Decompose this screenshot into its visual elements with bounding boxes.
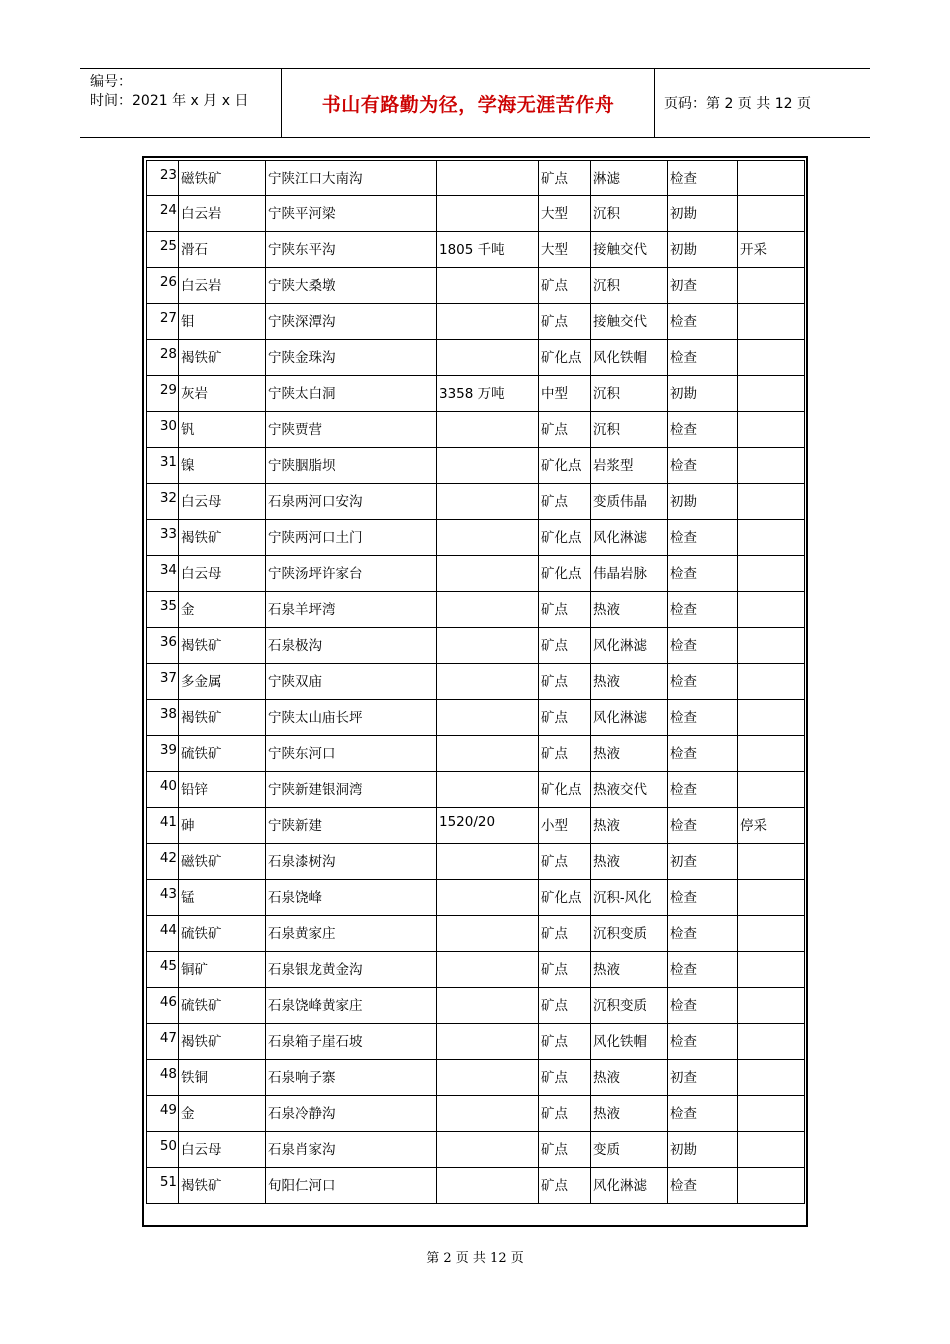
mining-status-cell — [738, 736, 805, 772]
deposit-scale-cell: 矿化点 — [539, 556, 591, 592]
page-footer: 第 2 页 共 12 页 — [426, 1251, 524, 1266]
genesis-type-cell: 淋滤 — [591, 160, 668, 196]
reserve-amount-cell — [437, 196, 539, 232]
mining-status-cell — [738, 268, 805, 304]
deposit-scale-cell: 矿点 — [539, 916, 591, 952]
table-row — [146, 844, 805, 880]
reserve-amount-cell — [437, 1132, 539, 1168]
row-number-cell: 32 — [146, 484, 179, 520]
location-cell: 宁陕江口大南沟 — [266, 160, 437, 196]
row-number-cell: 29 — [146, 376, 179, 412]
work-degree-cell: 检查 — [668, 700, 738, 736]
work-degree-cell: 检查 — [668, 160, 738, 196]
table-row — [146, 988, 805, 1024]
mineral-name-cell: 灰岩 — [179, 376, 266, 412]
work-degree-cell: 检查 — [668, 592, 738, 628]
work-degree-cell: 检查 — [668, 1168, 738, 1204]
table-row — [146, 556, 805, 592]
mineral-name-cell: 褐铁矿 — [179, 1024, 266, 1060]
mining-status-cell — [738, 376, 805, 412]
row-number-cell: 35 — [146, 592, 179, 628]
page-info: 页码：第 2 页 共 12 页 — [664, 96, 811, 112]
mining-status-cell — [738, 412, 805, 448]
reserve-amount-cell: 3358 万吨 — [437, 376, 539, 412]
row-number-cell: 31 — [146, 448, 179, 484]
mining-status-cell — [738, 1060, 805, 1096]
reserve-amount-cell — [437, 304, 539, 340]
reserve-amount-cell — [437, 988, 539, 1024]
genesis-type-cell: 热液 — [591, 736, 668, 772]
work-degree-cell: 初查 — [668, 844, 738, 880]
table-row — [146, 484, 805, 520]
mining-status-cell — [738, 700, 805, 736]
mineral-name-cell: 铜矿 — [179, 952, 266, 988]
row-number-cell: 44 — [146, 916, 179, 952]
reserve-amount-cell — [437, 268, 539, 304]
header-page-cell — [655, 69, 870, 137]
deposit-scale-cell: 矿化点 — [539, 880, 591, 916]
row-number-cell: 43 — [146, 880, 179, 916]
genesis-type-cell: 风化淋滤 — [591, 520, 668, 556]
row-number-cell: 37 — [146, 664, 179, 700]
genesis-type-cell: 热液 — [591, 952, 668, 988]
location-cell: 石泉两河口安沟 — [266, 484, 437, 520]
location-cell: 宁陕贾营 — [266, 412, 437, 448]
mining-status-cell — [738, 1132, 805, 1168]
row-number-cell: 24 — [146, 196, 179, 232]
mining-status-cell — [738, 880, 805, 916]
reserve-amount-cell — [437, 520, 539, 556]
mining-status-cell: 开采 — [738, 232, 805, 268]
mineral-name-cell: 金 — [179, 592, 266, 628]
location-cell: 石泉银龙黄金沟 — [266, 952, 437, 988]
deposit-scale-cell: 矿点 — [539, 268, 591, 304]
table-row — [146, 916, 805, 952]
deposit-scale-cell: 矿点 — [539, 1168, 591, 1204]
deposit-scale-cell: 矿化点 — [539, 340, 591, 376]
reserve-amount-cell — [437, 664, 539, 700]
reserve-amount-cell — [437, 772, 539, 808]
table-row — [146, 1060, 805, 1096]
mining-status-cell — [738, 304, 805, 340]
location-cell: 石泉黄家庄 — [266, 916, 437, 952]
mineral-name-cell: 褐铁矿 — [179, 340, 266, 376]
reserve-amount-cell — [437, 448, 539, 484]
table-row — [146, 628, 805, 664]
work-degree-cell: 初查 — [668, 268, 738, 304]
reserve-amount-cell — [437, 556, 539, 592]
mineral-table-body — [146, 160, 805, 1204]
deposit-scale-cell: 中型 — [539, 376, 591, 412]
row-number-cell: 40 — [146, 772, 179, 808]
table-row — [146, 700, 805, 736]
mining-status-cell — [738, 448, 805, 484]
mining-status-cell: 停采 — [738, 808, 805, 844]
deposit-scale-cell: 矿点 — [539, 412, 591, 448]
deposit-scale-cell: 小型 — [539, 808, 591, 844]
mineral-name-cell: 褐铁矿 — [179, 700, 266, 736]
genesis-type-cell: 变质伟晶 — [591, 484, 668, 520]
deposit-scale-cell: 矿点 — [539, 988, 591, 1024]
location-cell: 石泉冷静沟 — [266, 1096, 437, 1132]
reserve-amount-cell — [437, 952, 539, 988]
reserve-amount-cell — [437, 1096, 539, 1132]
deposit-scale-cell: 矿点 — [539, 1096, 591, 1132]
genesis-type-cell: 热液 — [591, 844, 668, 880]
work-degree-cell: 检查 — [668, 448, 738, 484]
reserve-amount-cell — [437, 1168, 539, 1204]
mineral-name-cell: 钒 — [179, 412, 266, 448]
reserve-amount-cell — [437, 736, 539, 772]
genesis-type-cell: 风化淋滤 — [591, 700, 668, 736]
deposit-scale-cell: 矿点 — [539, 844, 591, 880]
work-degree-cell: 初勘 — [668, 1132, 738, 1168]
reserve-amount-cell — [437, 160, 539, 196]
work-degree-cell: 检查 — [668, 808, 738, 844]
mineral-name-cell: 白云岩 — [179, 196, 266, 232]
row-number-cell: 51 — [146, 1168, 179, 1204]
reserve-amount-cell — [437, 484, 539, 520]
deposit-scale-cell: 矿点 — [539, 664, 591, 700]
time-label: 时间：2021 年 x 月 x 日 — [90, 93, 249, 109]
row-number-cell: 50 — [146, 1132, 179, 1168]
location-cell: 宁陕新建 — [266, 808, 437, 844]
deposit-scale-cell: 矿点 — [539, 160, 591, 196]
genesis-type-cell: 沉积 — [591, 376, 668, 412]
location-cell: 宁陕胭脂坝 — [266, 448, 437, 484]
mineral-name-cell: 白云母 — [179, 556, 266, 592]
table-row — [146, 340, 805, 376]
work-degree-cell: 初勘 — [668, 232, 738, 268]
mining-status-cell — [738, 1096, 805, 1132]
deposit-scale-cell: 矿点 — [539, 952, 591, 988]
deposit-scale-cell: 矿点 — [539, 484, 591, 520]
location-cell: 宁陕大桑墩 — [266, 268, 437, 304]
mining-status-cell — [738, 1024, 805, 1060]
deposit-scale-cell: 矿点 — [539, 628, 591, 664]
location-cell: 石泉极沟 — [266, 628, 437, 664]
mineral-name-cell: 金 — [179, 1096, 266, 1132]
work-degree-cell: 检查 — [668, 988, 738, 1024]
work-degree-cell: 检查 — [668, 952, 738, 988]
mineral-name-cell: 铁铜 — [179, 1060, 266, 1096]
row-number-cell: 23 — [146, 160, 179, 196]
genesis-type-cell: 热液交代 — [591, 772, 668, 808]
mineral-name-cell: 钼 — [179, 304, 266, 340]
location-cell: 石泉漆树沟 — [266, 844, 437, 880]
mineral-name-cell: 硫铁矿 — [179, 736, 266, 772]
table-row — [146, 880, 805, 916]
table-row — [146, 160, 805, 196]
mineral-table — [146, 160, 805, 1204]
work-degree-cell: 检查 — [668, 772, 738, 808]
genesis-type-cell: 热液 — [591, 1096, 668, 1132]
location-cell: 石泉羊坪湾 — [266, 592, 437, 628]
work-degree-cell: 检查 — [668, 556, 738, 592]
work-degree-cell: 初勘 — [668, 196, 738, 232]
row-number-cell: 27 — [146, 304, 179, 340]
page-header — [80, 68, 870, 138]
table-row — [146, 592, 805, 628]
location-cell: 石泉响子寨 — [266, 1060, 437, 1096]
mineral-name-cell: 白云母 — [179, 484, 266, 520]
table-row — [146, 196, 805, 232]
table-row — [146, 1024, 805, 1060]
row-number-cell: 26 — [146, 268, 179, 304]
table-row — [146, 1096, 805, 1132]
deposit-scale-cell: 矿化点 — [539, 772, 591, 808]
deposit-scale-cell: 大型 — [539, 196, 591, 232]
reserve-amount-cell — [437, 1024, 539, 1060]
mining-status-cell — [738, 952, 805, 988]
table-row — [146, 376, 805, 412]
row-number-cell: 30 — [146, 412, 179, 448]
genesis-type-cell: 沉积 — [591, 412, 668, 448]
mineral-name-cell: 铅锌 — [179, 772, 266, 808]
location-cell: 宁陕两河口土门 — [266, 520, 437, 556]
location-cell: 宁陕太白洞 — [266, 376, 437, 412]
deposit-scale-cell: 矿点 — [539, 304, 591, 340]
genesis-type-cell: 沉积 — [591, 196, 668, 232]
header-motto-cell — [282, 69, 655, 137]
location-cell: 石泉饶峰黄家庄 — [266, 988, 437, 1024]
work-degree-cell: 检查 — [668, 1024, 738, 1060]
reserve-amount-cell — [437, 844, 539, 880]
location-cell: 宁陕双庙 — [266, 664, 437, 700]
genesis-type-cell: 热液 — [591, 592, 668, 628]
mining-status-cell — [738, 160, 805, 196]
mineral-name-cell: 褐铁矿 — [179, 520, 266, 556]
genesis-type-cell: 热液 — [591, 1060, 668, 1096]
location-cell: 旬阳仁河口 — [266, 1168, 437, 1204]
deposit-scale-cell: 矿点 — [539, 1024, 591, 1060]
location-cell: 宁陕新建银洞湾 — [266, 772, 437, 808]
location-cell: 石泉箱子崖石坡 — [266, 1024, 437, 1060]
reserve-amount-cell: 1520/20 — [437, 808, 539, 844]
genesis-type-cell: 伟晶岩脉 — [591, 556, 668, 592]
genesis-type-cell: 风化铁帽 — [591, 1024, 668, 1060]
location-cell: 宁陕东平沟 — [266, 232, 437, 268]
mining-status-cell — [738, 196, 805, 232]
mining-status-cell — [738, 556, 805, 592]
reserve-amount-cell — [437, 1060, 539, 1096]
work-degree-cell: 检查 — [668, 304, 738, 340]
deposit-scale-cell: 矿化点 — [539, 448, 591, 484]
mining-status-cell — [738, 772, 805, 808]
deposit-scale-cell: 矿点 — [539, 736, 591, 772]
reserve-amount-cell — [437, 916, 539, 952]
work-degree-cell: 检查 — [668, 340, 738, 376]
location-cell: 宁陕平河梁 — [266, 196, 437, 232]
mining-status-cell — [738, 520, 805, 556]
serial-label: 编号： — [90, 74, 132, 90]
genesis-type-cell: 变质 — [591, 1132, 668, 1168]
work-degree-cell: 检查 — [668, 916, 738, 952]
table-row — [146, 520, 805, 556]
mineral-name-cell: 镍 — [179, 448, 266, 484]
location-cell: 宁陕汤坪许家台 — [266, 556, 437, 592]
mineral-name-cell: 多金属 — [179, 664, 266, 700]
work-degree-cell: 检查 — [668, 880, 738, 916]
row-number-cell: 36 — [146, 628, 179, 664]
row-number-cell: 25 — [146, 232, 179, 268]
location-cell: 宁陕金珠沟 — [266, 340, 437, 376]
genesis-type-cell: 沉积变质 — [591, 916, 668, 952]
work-degree-cell: 检查 — [668, 520, 738, 556]
table-row — [146, 232, 805, 268]
header-meta — [80, 69, 282, 137]
reserve-amount-cell — [437, 340, 539, 376]
table-row — [146, 448, 805, 484]
mining-status-cell — [738, 988, 805, 1024]
work-degree-cell: 检查 — [668, 1096, 738, 1132]
mining-status-cell — [738, 844, 805, 880]
mining-status-cell — [738, 628, 805, 664]
row-number-cell: 33 — [146, 520, 179, 556]
row-number-cell: 41 — [146, 808, 179, 844]
location-cell: 宁陕东河口 — [266, 736, 437, 772]
genesis-type-cell: 风化铁帽 — [591, 340, 668, 376]
genesis-type-cell: 风化淋滤 — [591, 1168, 668, 1204]
deposit-scale-cell: 大型 — [539, 232, 591, 268]
genesis-type-cell: 岩浆型 — [591, 448, 668, 484]
work-degree-cell: 检查 — [668, 628, 738, 664]
mineral-name-cell: 砷 — [179, 808, 266, 844]
location-cell: 石泉肖家沟 — [266, 1132, 437, 1168]
mining-status-cell — [738, 664, 805, 700]
row-number-cell: 34 — [146, 556, 179, 592]
row-number-cell: 39 — [146, 736, 179, 772]
reserve-amount-cell — [437, 880, 539, 916]
genesis-type-cell: 沉积变质 — [591, 988, 668, 1024]
genesis-type-cell: 热液 — [591, 808, 668, 844]
mineral-name-cell: 滑石 — [179, 232, 266, 268]
mineral-name-cell: 磁铁矿 — [179, 844, 266, 880]
table-row — [146, 952, 805, 988]
mineral-name-cell: 褐铁矿 — [179, 1168, 266, 1204]
mineral-name-cell: 白云岩 — [179, 268, 266, 304]
table-row — [146, 1168, 805, 1204]
table-row — [146, 736, 805, 772]
work-degree-cell: 检查 — [668, 664, 738, 700]
genesis-type-cell: 沉积-风化 — [591, 880, 668, 916]
deposit-scale-cell: 矿点 — [539, 1060, 591, 1096]
mining-status-cell — [738, 916, 805, 952]
reserve-amount-cell — [437, 700, 539, 736]
mining-status-cell — [738, 592, 805, 628]
reserve-amount-cell — [437, 412, 539, 448]
row-number-cell: 38 — [146, 700, 179, 736]
deposit-scale-cell: 矿点 — [539, 700, 591, 736]
genesis-type-cell: 接触交代 — [591, 304, 668, 340]
mineral-name-cell: 褐铁矿 — [179, 628, 266, 664]
row-number-cell: 45 — [146, 952, 179, 988]
table-row — [146, 664, 805, 700]
table-row — [146, 268, 805, 304]
motto: 书山有路勤为径，学海无涯苦作舟 — [321, 93, 615, 116]
mineral-name-cell: 硫铁矿 — [179, 916, 266, 952]
row-number-cell: 47 — [146, 1024, 179, 1060]
reserve-amount-cell — [437, 628, 539, 664]
location-cell: 宁陕太山庙长坪 — [266, 700, 437, 736]
table-row — [146, 304, 805, 340]
mineral-name-cell: 硫铁矿 — [179, 988, 266, 1024]
work-degree-cell: 检查 — [668, 736, 738, 772]
work-degree-cell: 检查 — [668, 412, 738, 448]
deposit-scale-cell: 矿化点 — [539, 520, 591, 556]
genesis-type-cell: 风化淋滤 — [591, 628, 668, 664]
deposit-scale-cell: 矿点 — [539, 1132, 591, 1168]
work-degree-cell: 初查 — [668, 1060, 738, 1096]
work-degree-cell: 初勘 — [668, 376, 738, 412]
reserve-amount-cell — [437, 592, 539, 628]
row-number-cell: 28 — [146, 340, 179, 376]
genesis-type-cell: 沉积 — [591, 268, 668, 304]
reserve-amount-cell: 1805 千吨 — [437, 232, 539, 268]
mining-status-cell — [738, 484, 805, 520]
table-row — [146, 808, 805, 844]
row-number-cell: 42 — [146, 844, 179, 880]
row-number-cell: 46 — [146, 988, 179, 1024]
mining-status-cell — [738, 340, 805, 376]
genesis-type-cell: 接触交代 — [591, 232, 668, 268]
table-row — [146, 772, 805, 808]
genesis-type-cell: 热液 — [591, 664, 668, 700]
row-number-cell: 49 — [146, 1096, 179, 1132]
mineral-name-cell: 白云母 — [179, 1132, 266, 1168]
location-cell: 宁陕深潭沟 — [266, 304, 437, 340]
mineral-name-cell: 磁铁矿 — [179, 160, 266, 196]
table-row — [146, 412, 805, 448]
deposit-scale-cell: 矿点 — [539, 592, 591, 628]
row-number-cell: 48 — [146, 1060, 179, 1096]
table-row — [146, 1132, 805, 1168]
mining-status-cell — [738, 1168, 805, 1204]
work-degree-cell: 初勘 — [668, 484, 738, 520]
mineral-name-cell: 锰 — [179, 880, 266, 916]
location-cell: 石泉饶峰 — [266, 880, 437, 916]
